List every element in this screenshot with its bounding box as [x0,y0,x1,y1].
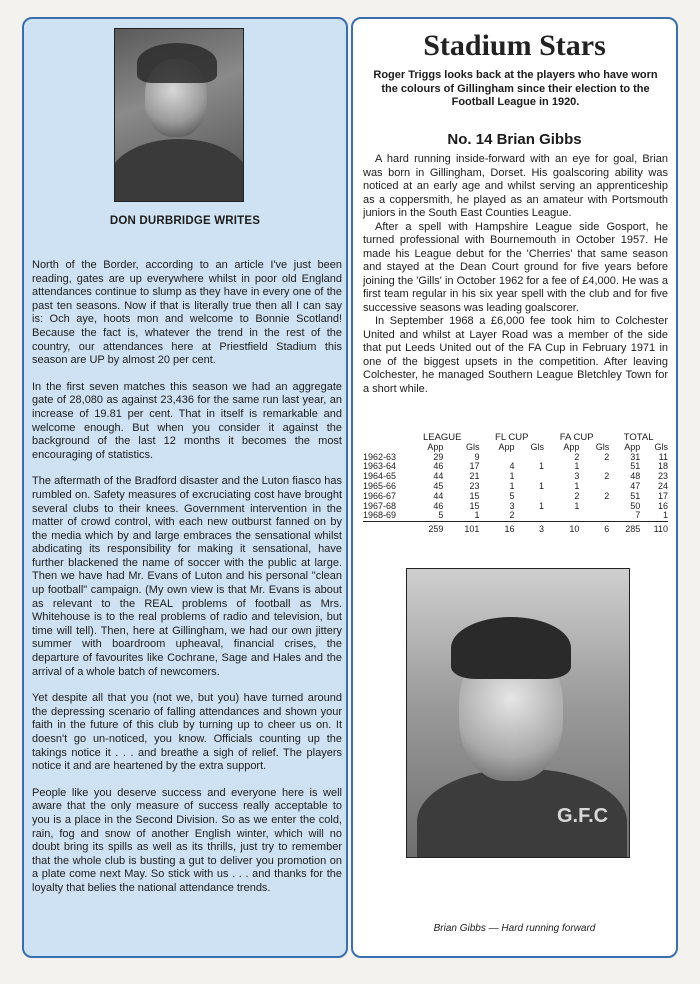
stat-cell: 1 [539,480,545,491]
left-paragraph: In the first seven matches this season we had an aggregate gate of 28,080 as against 23,436 for the same run last year, an increase of 19.81 per cent. That in itself is remarkable and welcome enough. But when you consider it against the background of the last 12 months it becomes the most encouraging of statistics. [32,380,342,461]
stats-row [363,482,668,492]
left-paragraph: People like you deserve success and everyone here is well aware that the only measure of success really acceptable to you is a place in the Second Division. So as we enter the cold, rain, fog and snow of another English winter, which will no doubt bring its spills as well as its thrills, just try to remember that the whole club is busting a gut to deliver you promotion on a plate come next May. So stick with us . . . and thanks for the loyalty that belies the national attendance trends. [32,786,342,894]
season-cell: 1962-63 [363,451,397,462]
stat-cell: 45 [433,480,444,491]
stat-cell: 15 [469,500,480,511]
stat-cell [544,511,579,521]
stat-cell: 2 [604,451,610,462]
season-cell: 1968-69 [363,510,397,521]
right-paragraph: In September 1968 a £6,000 fee took him to Colchester United and whilst at Layer Road was a member of the side that put Leeds United out of the FA Cup in February 1971 in one of the biggest upsets in the competition. After leaving Colchester, he managed Southern League Bletchley Town for a short while. [363,315,668,395]
subheader-cell: App [624,441,641,452]
stats-group-header [363,433,668,443]
subheader-cell: Gls [530,441,545,452]
photo-hair [451,617,571,679]
stats-row [363,511,668,521]
stat-cell: 1 [662,510,668,521]
stat-cell: 1 [509,480,515,491]
stat-cell: 1 [474,510,480,521]
author-photo [114,28,244,202]
stat-cell: 2 [574,490,580,501]
subheader-cell: Gls [465,441,480,452]
player-photo [406,568,630,858]
left-article-body [32,259,342,909]
stat-cell: 44 [433,471,444,482]
total-cell: 3 [514,522,544,535]
stat-cell: 23 [469,480,480,491]
right-paragraph: After a spell with Hampshire League side Gosport, he turned professional with Bournemouth in October 1957. He made his League debut for the 'Cherries' that same season and stayed at the Dean Court ground for five years before joining the 'Gills' in October 1962 for a fee of £4,000. He was a first team regular in his six year spell with the club and for five successive seasons was leading goalscorer. [363,220,668,314]
right-paragraph: A hard running inside-forward with an eye for goal, Brian was born in Gillingham, Dorset. His goalscoring ability was noticed at an early age and whilst serving an apprenticeship as a coppersmith, he played as an amateur with Portsmouth juniors in the South East Counties League. [363,153,668,219]
stat-cell: 21 [469,471,480,482]
stats-subheader [363,443,668,453]
stat-cell: 1 [574,500,580,511]
group-label: TOTAL [623,432,654,443]
stat-cell: 17 [469,461,480,472]
stat-cell: 2 [509,510,515,521]
stat-cell: 5 [509,490,515,501]
stat-cell: 29 [433,451,444,462]
stat-cell: 1 [539,461,545,472]
stats-row [363,462,668,472]
season-cell: 1966-67 [363,490,397,501]
left-paragraph: North of the Border, according to an article I've just been reading, gates are up everywhere whilst in poor old England attendances continue to slump as they have in every one of the past ten seasons. Now if that is literally true then all I can say is: Och aye, hoots mon and welcome to Bonnie Scotland! Because the fact is, whatever the trend in the rest of the country, our attendances here at Priestfield Stadium this season are UP by almost 20 per cent. [32,259,342,367]
stat-cell: 18 [657,461,668,472]
stat-cell: 4 [509,461,515,472]
stat-cell: 2 [574,451,580,462]
stat-cell: 48 [630,471,641,482]
total-cell: 6 [579,522,609,535]
stat-cell: 15 [469,490,480,501]
shirt-badge: G.F.C [557,805,609,827]
right-article-body [363,153,668,396]
subheader-cell: Gls [595,441,610,452]
stat-cell: 3 [509,500,515,511]
stat-cell: 11 [658,451,668,462]
season-cell: 1964-65 [363,471,397,482]
group-label: LEAGUE [422,432,462,443]
photo-hair [137,43,217,83]
subheader-cell: Gls [654,441,668,452]
total-cell: 101 [443,522,479,535]
stat-cell: 1 [539,500,545,511]
career-stats-table [363,433,668,535]
stat-cell [514,511,544,521]
season-cell: 1965-66 [363,480,397,491]
stats-rows [363,453,668,522]
stat-cell: 24 [657,480,668,491]
stat-cell: 50 [630,500,641,511]
byline: DON DURBRIDGE WRITES [109,215,261,227]
subheader-cell: App [427,441,444,452]
page-title: Stadium Stars [423,29,606,62]
left-column [22,17,348,958]
stats-row [363,492,668,502]
season-cell: 1967-68 [363,500,397,511]
total-cell: 285 [609,522,640,535]
stat-cell: 1 [509,471,515,482]
left-paragraph: The aftermath of the Bradford disaster and the Luton fiasco has rumbled on. Safety measures of excruciating cost have brought several clubs to their knees. Government intervention in the matter of crowd control, with each new outburst fanned on by the media which by and large embraces the sensational whilst abdicating its responsibility for making it sensational, have further blackened the name of soccer with the public at large. Then we have had Mr. Evans of Luton and his personal "clean up football" campaign. (My own view is that Mr. Evans is about as relevant to the REAL problems of football as Mrs. Whitehouse is to the real problems of radio and television, but time will tell). Then, here at Gillingham, we had our own jittery summer with boardroom upheaval, financial crises, the departure of favourites like Cochrane, Sage and Hales and the arrival of a whole batch of newcomers. [32,475,342,678]
total-cell: 110 [640,522,668,535]
total-cell: 259 [405,522,443,535]
total-cell: 10 [544,522,579,535]
stats-row [363,453,668,463]
subheader-cell: App [498,441,515,452]
left-paragraph: Yet despite all that you (not we, but you) have turned around the depressing scenario of falling attendances and shown your faith in the future of this club by turning up to cheer us on. It doesn't go un-noticed, you know. Officials counting up the takings notice it . . . and breathe a sigh of relief. The players notice it and are heartened by the extra support. [32,692,342,773]
stat-cell: 1 [574,480,580,491]
stat-cell: 17 [657,490,668,501]
subheader-cell: App [563,441,580,452]
intro-text: Roger Triggs looks back at the players who have worn the colours of Gillingham since their election to the Football League in 1920. [373,69,658,108]
stat-cell: 1 [574,461,580,472]
stat-cell: 31 [630,451,641,462]
photo-shoulders [114,139,244,202]
stat-cell: 9 [474,451,480,462]
stats-row [363,502,668,512]
stat-cell: 46 [433,500,444,511]
stat-cell: 7 [635,510,641,521]
stats-row [363,472,668,482]
stat-cell: 2 [604,471,610,482]
stat-cell: 3 [574,471,580,482]
season-cell: 1963-64 [363,461,397,472]
stat-cell: 46 [433,461,444,472]
stat-cell: 51 [630,490,641,501]
total-cell: 16 [479,522,514,535]
group-label: FL CUP [495,432,529,443]
stat-cell [579,502,609,512]
stat-cell: 5 [438,510,444,521]
right-column [351,17,678,958]
stat-cell: 2 [604,490,610,501]
stat-cell: 16 [657,500,668,511]
stat-cell: 47 [630,480,641,491]
photo-caption: Brian Gibbs — Hard running forward [433,923,596,934]
stat-cell: 51 [630,461,641,472]
group-label: FA CUP [559,432,594,443]
stats-totals-row [363,522,668,535]
player-heading: No. 14 Brian Gibbs [447,131,582,148]
stat-cell: 23 [657,471,668,482]
stat-cell [579,511,609,521]
stat-cell: 44 [433,490,444,501]
